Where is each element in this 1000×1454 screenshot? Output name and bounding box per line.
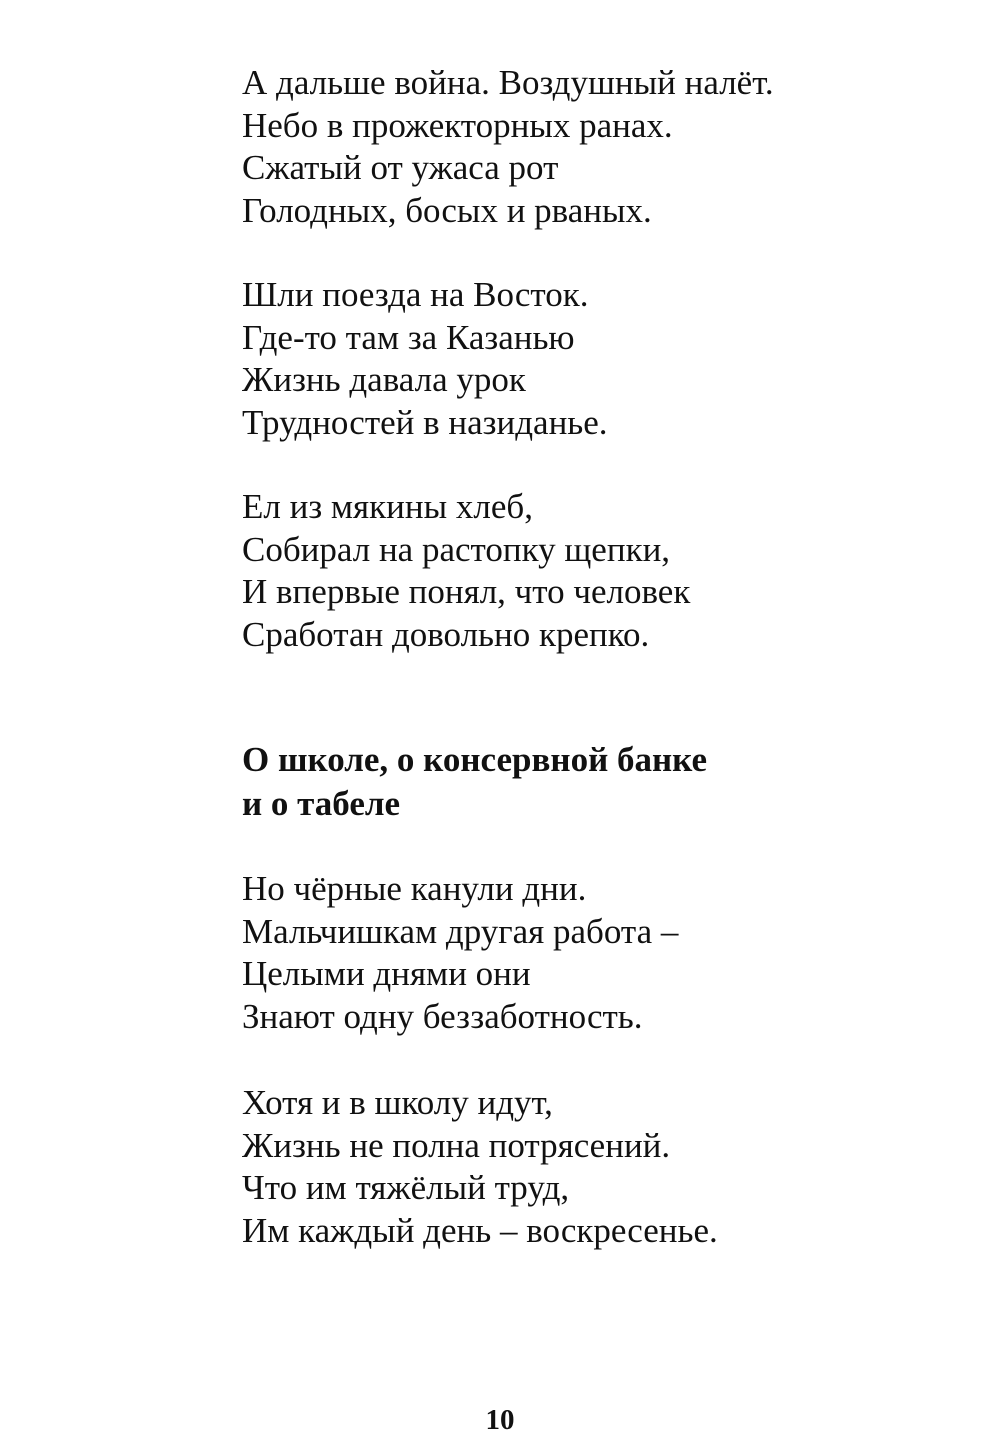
section-heading bbox=[242, 738, 962, 826]
poem-line: Им каждый день – воскресенье. bbox=[242, 1210, 718, 1250]
poem-line: Трудностей в назиданье. bbox=[242, 402, 608, 442]
poem-line: Целыми днями они bbox=[242, 954, 531, 993]
stanza-1 bbox=[242, 62, 962, 232]
stanza-5 bbox=[242, 1082, 962, 1252]
poem-line: И впервые понял, что человек bbox=[242, 572, 691, 611]
poem-line: Жизнь не полна потрясений. bbox=[242, 1125, 671, 1165]
stanza-2 bbox=[242, 274, 962, 444]
poem-line: Жизнь давала урок bbox=[242, 360, 526, 399]
poem-line: Шли поезда на Восток. bbox=[242, 275, 589, 314]
poem-line: Голодных, босых и рваных. bbox=[242, 190, 652, 230]
stanza-3 bbox=[242, 486, 962, 656]
poem-line: Ел из мякины хлеб, bbox=[242, 487, 533, 526]
poem-line: Небо в прожекторных ранах. bbox=[242, 105, 673, 145]
stanza-4 bbox=[242, 868, 962, 1038]
poem-line: Сработан довольно крепко. bbox=[242, 614, 650, 654]
poem-line: Знают одну беззаботность. bbox=[242, 996, 643, 1036]
poem-line: Где-то там за Казанью bbox=[242, 317, 575, 357]
poem-line: А дальше война. Воздушный налёт. bbox=[242, 63, 774, 102]
poem-line: Собирал на растопку щепки, bbox=[242, 529, 671, 569]
page-number: 10 bbox=[485, 1404, 515, 1436]
poem-line: Сжатый от ужаса рот bbox=[242, 148, 559, 187]
section-heading-line-1: О школе, о консервной банке bbox=[242, 740, 707, 779]
poem-line: Что им тяжёлый труд, bbox=[242, 1168, 570, 1207]
section-heading-line-2: и о табеле bbox=[242, 784, 401, 823]
poem-line: Но чёрные канули дни. bbox=[242, 869, 587, 908]
poem-line: Мальчишкам другая работа – bbox=[242, 911, 679, 951]
poem-line: Хотя и в школу идут, bbox=[242, 1083, 553, 1122]
